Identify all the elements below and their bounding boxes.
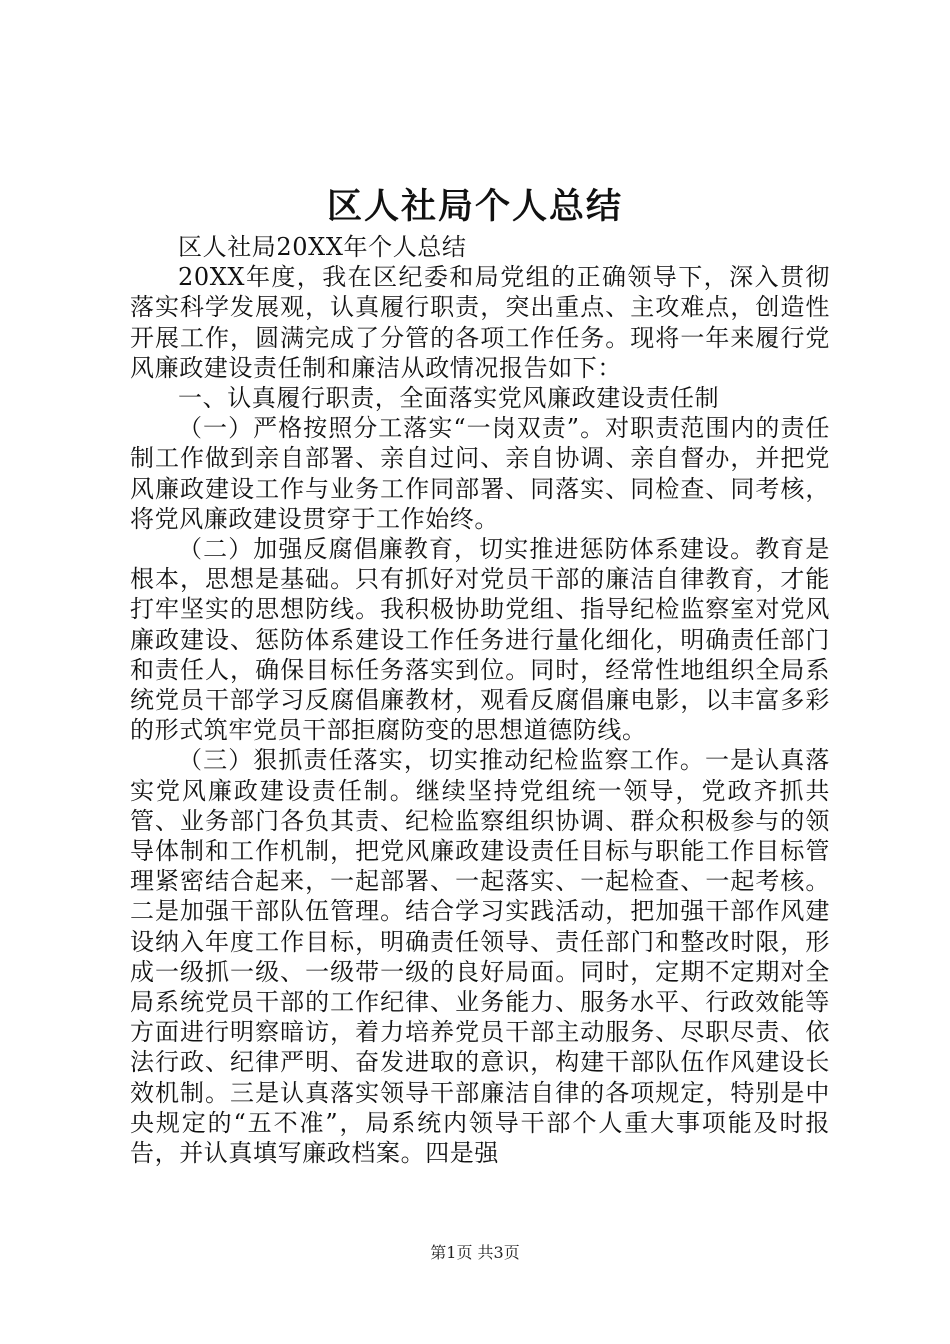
document-body <box>130 232 830 1168</box>
document-subtitle: 区人社局20XX年个人总结 <box>178 233 467 261</box>
paragraph-item-3: （三）狠抓责任落实，切实推动纪检监察工作。一是认真落实党风廉政建设责任制。继续坚持党组统一领导，党政齐抓共管、业务部门各负其责、纪检监察组织协调、群众积极参与的领导体制和工作机制，把党风廉政建设责任目标与职能工作目标管理紧密结合起来，一起部署、一起落实、一起检查、一起考核。二是加强干部队伍管理。结合学习实践活动，把加强干部作风建设纳入年度工作目标，明确责任领导、责任部门和整改时限，形成一级抓一级、一级带一级的良好局面。同时，定期不定期对全局系统党员干部的工作纪律、业务能力、服务水平、行政效能等方面进行明察暗访，着力培养党员干部主动服务、尽职尽责、依法行政、纪律严明、奋发进取的意识，构建干部队伍作风建设长效机制。三是认真落实领导干部廉洁自律的各项规定，特别是中央规定的“五不准”，局系统内领导干部个人重大事项能及时报告，并认真填写廉政档案。四是强 <box>130 746 830 1168</box>
paragraph-item-2: （二）加强反腐倡廉教育，切实推进惩防体系建设。教育是根本，思想是基础。只有抓好对党员干部的廉洁自律教育，才能打牢坚实的思想防线。我积极协助党组、指导纪检监察室对党风廉政建设、惩防体系建设工作任务进行量化细化，明确责任部门和责任人，确保目标任务落实到位。同时，经常性地组织全局系统党员干部学习反腐倡廉教材，观看反腐倡廉电影，以丰富多彩的形式筑牢党员干部拒腐防变的思想道德防线。 <box>130 535 830 745</box>
document-title: 区人社局个人总结 <box>326 186 623 227</box>
paragraph-item-1: （一）严格按照分工落实“一岗双责”。对职责范围内的责任制工作做到亲自部署、亲自过问、亲自协调、亲自督办，并把党风廉政建设工作与业务工作同部署、同落实、同检查、同考核，将党风廉政建设贯穿于工作始终。 <box>130 414 830 533</box>
page-number-footer: 第1页 共3页 <box>430 1243 520 1262</box>
paragraph-intro: 20XX年度，我在区纪委和局党组的正确领导下，深入贯彻落实科学发展观，认真履行职责，突出重点、主攻难点，创造性开展工作，圆满完成了分管的各项工作任务。现将一年来履行党风廉政建设责任制和廉洁从政情况报告如下： <box>130 263 830 382</box>
section-heading: 一、认真履行职责，全面落实党风廉政建设责任制 <box>178 384 720 413</box>
